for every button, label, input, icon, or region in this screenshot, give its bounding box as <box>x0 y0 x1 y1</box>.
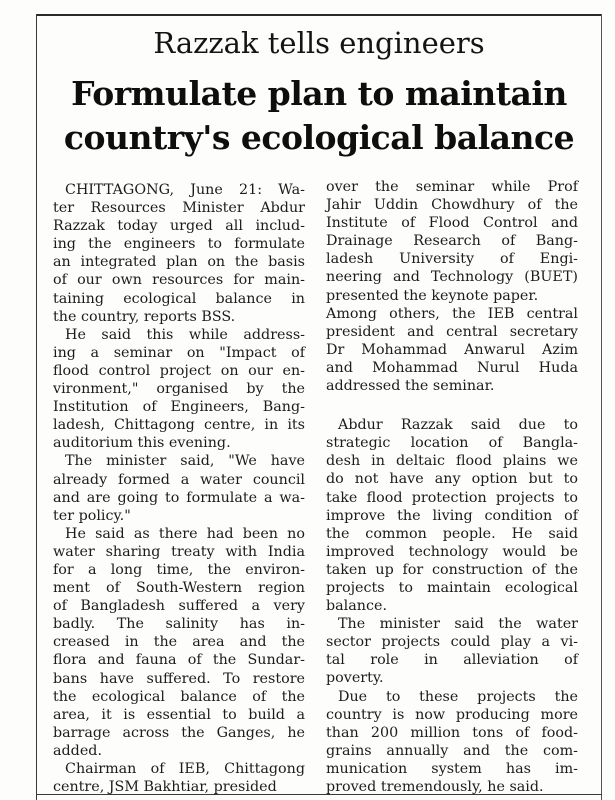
article-text-line: badly. The salinity has in- <box>53 616 305 633</box>
article-text-line: area, it is essential to build a <box>53 706 305 723</box>
article-text-line: taken up for construction of the <box>326 561 578 578</box>
article-text-line: neering and Technology (BUET) <box>326 269 578 286</box>
article-text-line: munication system has im- <box>326 760 578 777</box>
article-text-line: ladesh, Chittagong centre, in its <box>53 417 305 434</box>
article-text-line: auditorium this evening. <box>53 435 231 452</box>
article-text-line: balance. <box>326 598 387 615</box>
article-text-line: added. <box>53 742 102 759</box>
article-text-line: already formed a water council <box>53 471 305 488</box>
article-text-line: than 200 million tons of food- <box>326 724 578 741</box>
article-text-line: of our own resources for main- <box>53 272 305 289</box>
article-text-line: Razzak today urged all includ- <box>53 218 305 235</box>
right-column-first-block <box>326 178 578 395</box>
article-text-line: ing a seminar on "Impact of <box>53 344 305 361</box>
left-text-column <box>53 181 305 796</box>
article-text-line: flood control project on our en- <box>53 362 305 379</box>
article-text-line: The minister said, "We have <box>65 453 305 470</box>
article-text-line: ladesh University of Engi- <box>326 251 578 268</box>
article-text-line: centre, JSM Bakhtiar, presided <box>53 779 277 796</box>
article-text-line: Drainage Research of Bang- <box>326 233 578 250</box>
article-text-line: The minister said the water <box>338 616 578 633</box>
article-text-line: He said as there had been no <box>65 525 305 542</box>
article-text-line: flora and fauna of the Sundar- <box>53 652 305 669</box>
article-text-line: proved tremendously, he said. <box>326 779 544 795</box>
article-text-line: do not have any option but to <box>326 471 578 488</box>
article-text-line: tal role in alleviation of <box>326 652 578 669</box>
article-text-line: for a long time, the environ- <box>53 561 305 578</box>
article-text-line: an integrated plan on the basis <box>53 254 305 271</box>
article-text-line: and Mohammad Nurul Huda <box>326 359 578 376</box>
article-text-line: ing the engineers to formulate <box>53 236 305 253</box>
article-text-line: projects to maintain ecological <box>326 579 578 596</box>
article-text-line: take flood protection projects to <box>326 489 578 506</box>
article-text-line: water sharing treaty with India <box>53 543 305 560</box>
article-headline <box>36 72 602 160</box>
article-text-line: Dr Mohammad Anwarul Azim <box>326 341 578 358</box>
article-text-line: Jahir Uddin Chowdhury of the <box>326 197 578 214</box>
article-text-line: CHITTAGONG, June 21: Wa- <box>65 182 305 198</box>
paragraph-spacer <box>326 395 578 416</box>
article-text-line: creased in the area and the <box>53 634 305 651</box>
article-text-line: grains annually and the com- <box>326 742 578 759</box>
article-text-line: desh in deltaic flood plains we <box>326 453 578 470</box>
article-text-line: strategic location of Bangla- <box>326 435 578 452</box>
article-text-line: Institute of Flood Control and <box>326 215 578 232</box>
headline-line-2: country's ecological balance <box>63 118 575 157</box>
article-text-line: Institution of Engineers, Bang- <box>53 399 305 416</box>
article-text-line: vironment," organised by the <box>53 381 305 398</box>
article-text-line: presented the keynote paper. <box>326 287 539 304</box>
headline-line-1: Formulate plan to maintain <box>71 74 567 113</box>
article-text-line: ter policy." <box>53 507 131 524</box>
article-text-line: over the seminar while Prof <box>326 179 578 195</box>
top-border-rule <box>36 14 602 16</box>
article-text-line: He said this while address- <box>65 326 305 343</box>
right-column-second-block <box>326 416 578 796</box>
right-text-column <box>326 178 578 796</box>
article-text-line: sector projects could play a vi- <box>326 634 578 651</box>
article-text-line: poverty. <box>326 670 384 687</box>
article-text-line: president and central secretary <box>326 323 578 340</box>
article-text-line: improve the living condition of <box>326 507 578 524</box>
article-text-line: Chairman of IEB, Chittagong <box>65 761 305 777</box>
article-text-line: Due to these projects the <box>338 688 578 705</box>
article-kicker: Razzak tells engineers <box>153 26 485 60</box>
article-text-line: barrage across the Ganges, he <box>53 724 305 741</box>
article-text-line: Abdur Razzak said due to <box>338 417 578 434</box>
article-text-line: the common people. He said <box>326 525 578 542</box>
article-text-line: ment of South-Western region <box>53 580 305 597</box>
article-text-line: taining ecological balance in <box>53 290 305 307</box>
article-text-line: and are going to formulate a wa- <box>53 489 305 506</box>
article-text-line: improved technology would be <box>326 543 578 560</box>
article-text-line: of Bangladesh suffered a very <box>53 598 305 615</box>
article-text-line: country is now producing more <box>326 706 578 723</box>
article-text-line: the ecological balance of the <box>53 688 305 705</box>
article-text-line: bans have suffered. To restore <box>53 670 305 687</box>
article-text-line: addressed the seminar. <box>326 378 495 395</box>
article-text-line: the country, reports BSS. <box>53 308 236 325</box>
article-text-line: ter Resources Minister Abdur <box>53 200 305 217</box>
article-text-line: Among others, the IEB central <box>326 305 578 322</box>
